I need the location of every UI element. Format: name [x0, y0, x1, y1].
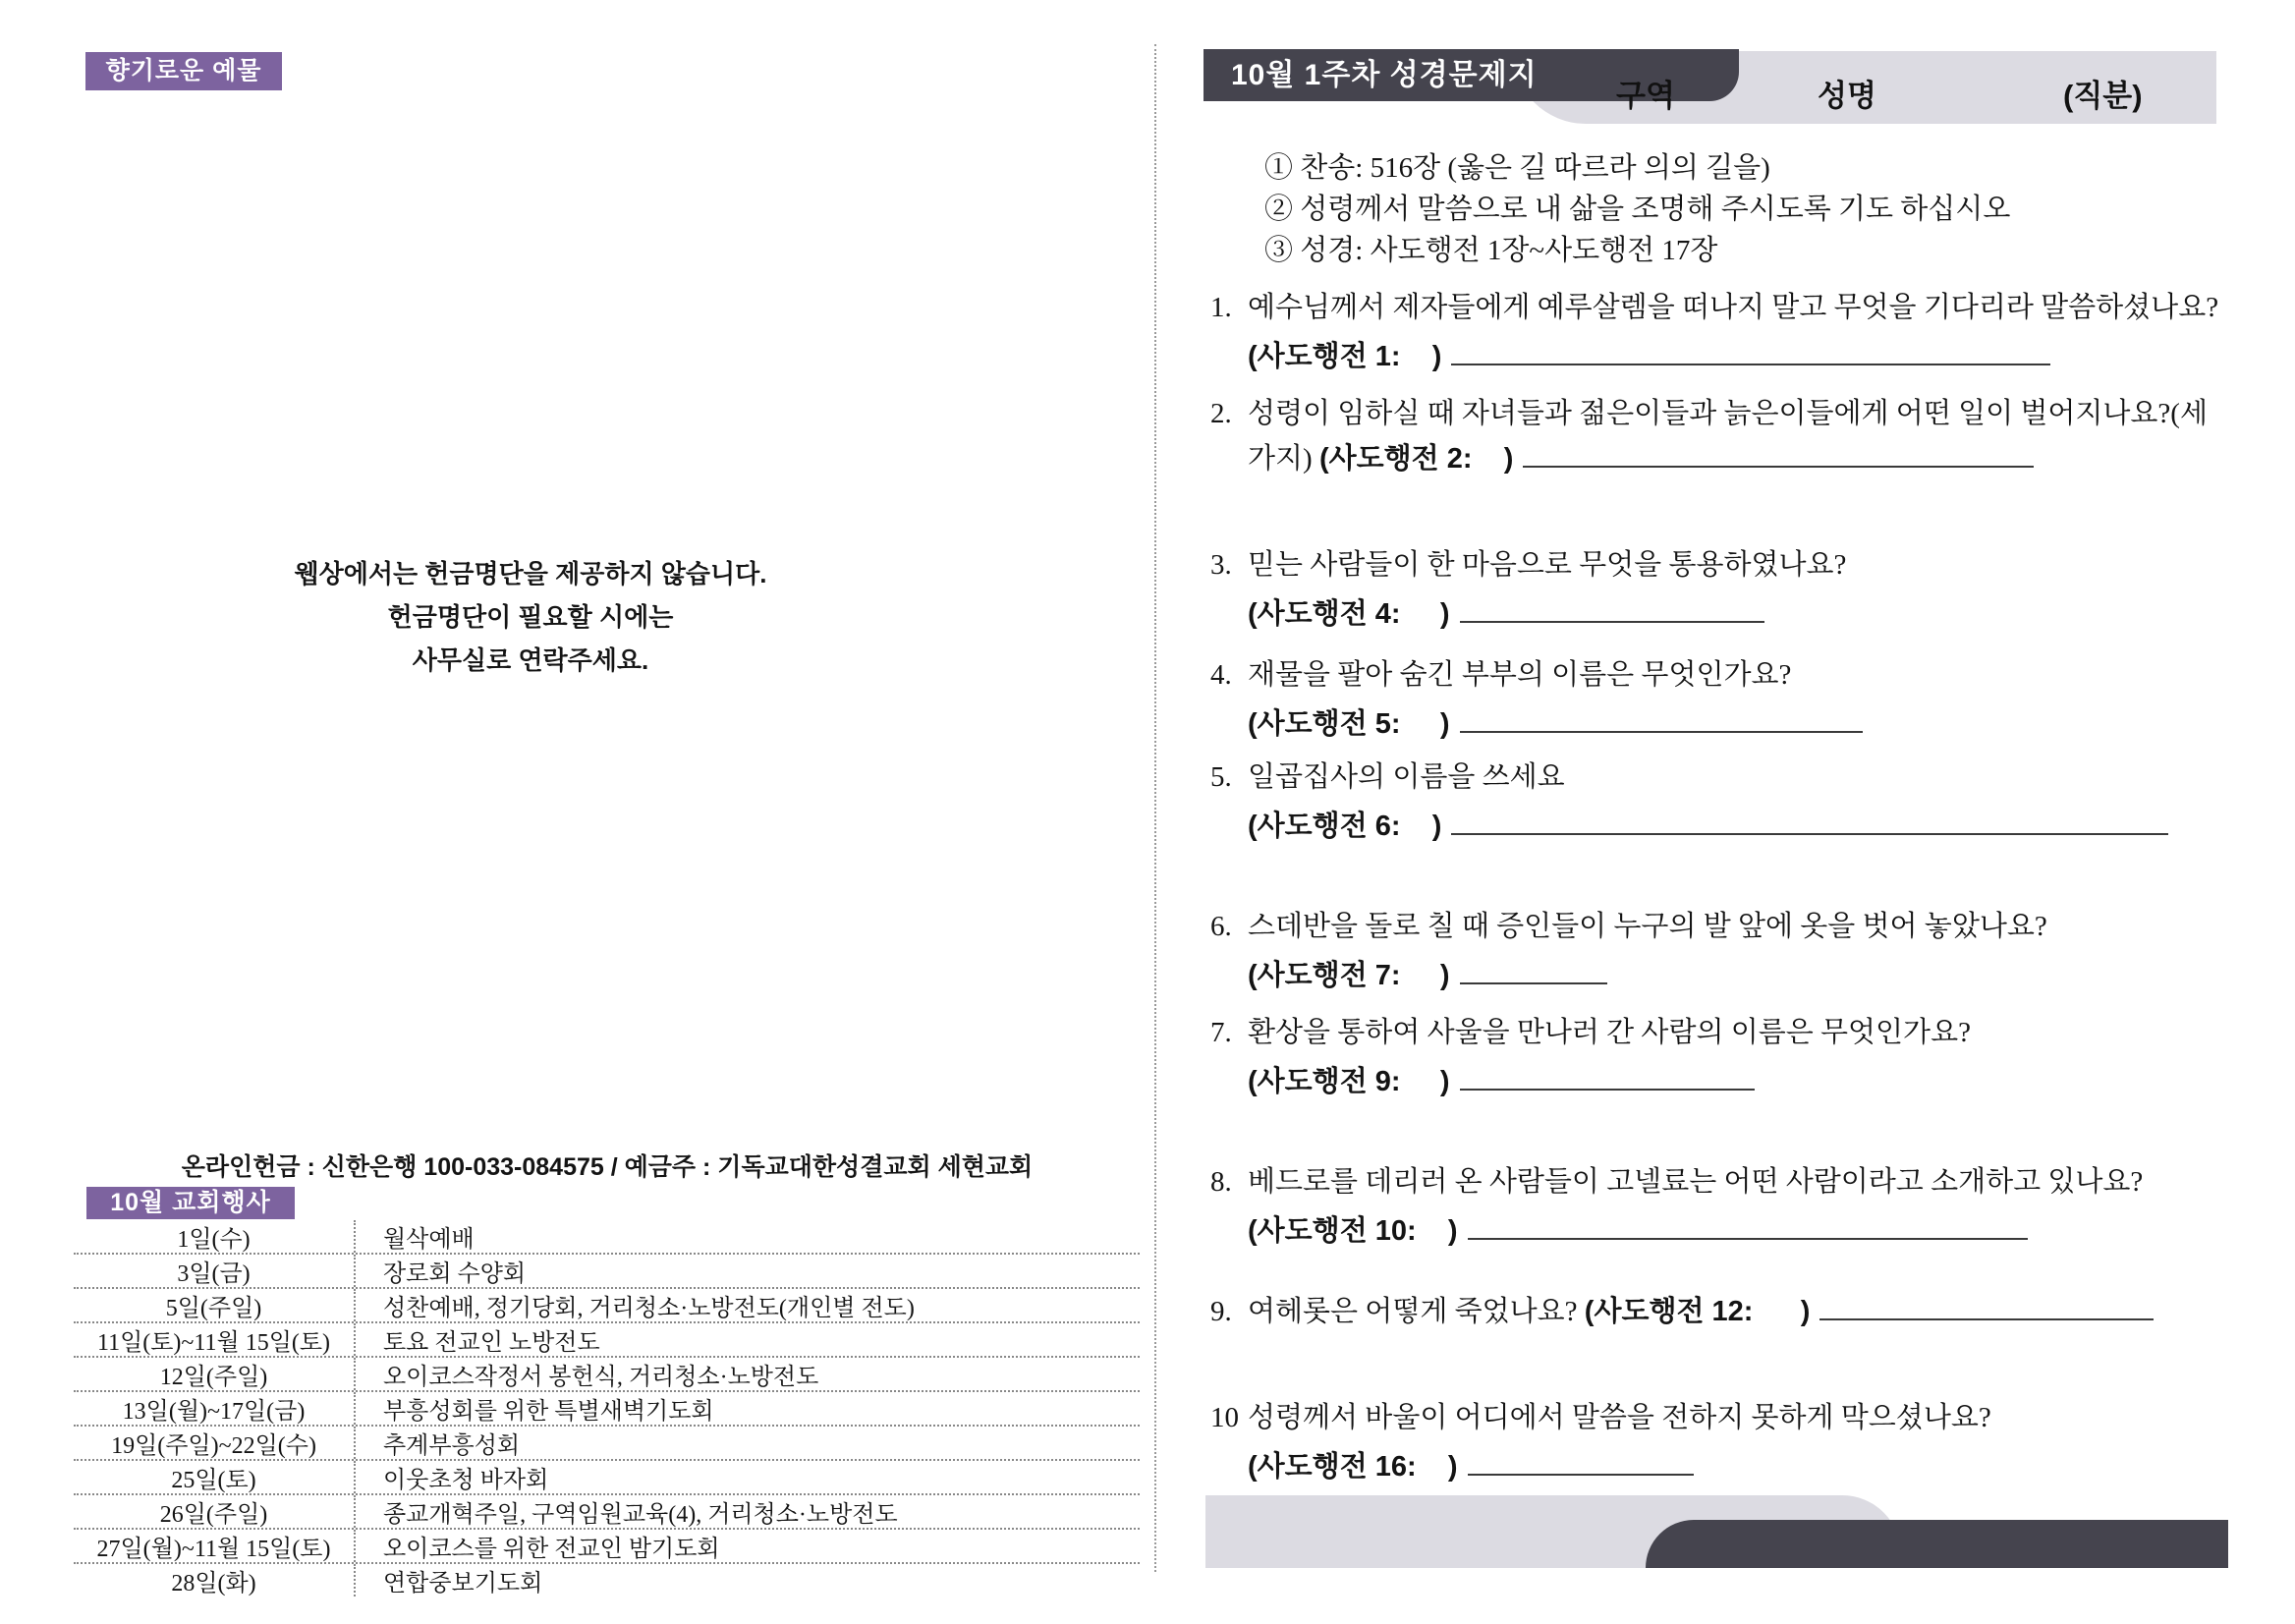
table-row [74, 1220, 1140, 1255]
event-description: 성찬예배, 정기당회, 거리청소·노방전도(개인별 전도) [383, 1296, 915, 1321]
answer-blank [1460, 703, 1863, 733]
question-5 [1210, 755, 2240, 849]
scripture-reference: (사도행전 6: ) [1248, 811, 1442, 842]
question-number: 4. [1210, 659, 1232, 691]
instruction-line-2: ② 성령께서 말씀으로 내 삶을 조명해 주시도록 기도 하십시오 [1264, 194, 2011, 225]
event-description: 종교개혁주일, 구역임원교육(4), 거리청소·노방전도 [383, 1502, 898, 1528]
question-number: 7. [1210, 1017, 1232, 1048]
question-text: 성령께서 바울이 어디에서 말씀을 전하지 못하게 막으셨나요? [1248, 1402, 1991, 1433]
notice-line-3: 사무실로 연락주세요. [412, 645, 649, 675]
question-1 [1210, 285, 2240, 379]
question-number: 6. [1210, 911, 1232, 942]
question-text: 재물을 팔아 숨긴 부부의 이름은 무엇인가요? [1248, 659, 1792, 691]
answer-line [1319, 443, 2034, 475]
answer-line [1585, 1296, 2155, 1327]
scripture-reference: (사도행전 7: ) [1248, 960, 1450, 991]
event-date: 19일(주일)~22일(수) [74, 1427, 356, 1459]
offering-privacy-notice [138, 552, 924, 682]
question-3 [1210, 542, 2240, 637]
table-row [74, 1461, 1140, 1495]
table-row [74, 1530, 1140, 1564]
question-text: 여헤롯은 어떻게 죽었나요? [1248, 1296, 1578, 1327]
question-number: 5. [1210, 761, 1232, 793]
event-description: 연합중보기도회 [383, 1571, 543, 1596]
event-date: 26일(주일) [74, 1495, 356, 1528]
question-6 [1210, 904, 2240, 998]
answer-blank [1460, 1061, 1755, 1091]
table-row [74, 1495, 1140, 1530]
answer-blank [1451, 806, 2168, 835]
event-date: 13일(월)~17일(금) [74, 1392, 356, 1425]
scripture-reference: (사도행전 4: ) [1248, 598, 1450, 630]
question-text: 성령이 임하실 때 자녀들과 젊은이들과 늙은이들에게 어떤 일이 벌어지나요?(세 가지) [1248, 398, 2208, 475]
event-date: 5일(주일) [74, 1289, 356, 1321]
answer-blank [1460, 593, 1764, 623]
instruction-line-1: ① 찬송: 516장 (옳은 길 따르라 의의 길을) [1264, 152, 1770, 184]
event-description: 이웃초청 바자회 [383, 1468, 549, 1493]
answer-blank [1468, 1446, 1694, 1476]
event-date: 25일(토) [74, 1461, 356, 1493]
district-field-label: 구역 [1616, 79, 1675, 113]
scripture-reference: (사도행전 10: ) [1248, 1215, 1458, 1247]
answer-blank [1451, 336, 2050, 365]
table-row [74, 1323, 1140, 1358]
answer-line [1248, 334, 2240, 379]
question-2 [1210, 391, 2240, 481]
event-date: 1일(수) [74, 1220, 356, 1253]
table-row [74, 1564, 1140, 1596]
event-description: 오이코스를 위한 전교인 밤기도회 [383, 1537, 720, 1562]
online-giving-info: 온라인헌금 : 신한은행 100-033-084575 / 예금주 : 기독교대한성결교회 세현교회 [181, 1153, 1034, 1181]
scripture-reference: (사도행전 1: ) [1248, 341, 1442, 372]
question-8 [1210, 1159, 2240, 1254]
footer-dark-bar [1646, 1520, 2228, 1568]
answer-line [1248, 701, 2240, 747]
question-number: 1. [1210, 292, 1232, 323]
name-field-label: 성명 [1818, 79, 1876, 113]
question-4 [1210, 652, 2240, 747]
question-text: 일곱집사의 이름을 쓰세요 [1248, 761, 1565, 793]
event-date: 11일(토)~11월 15일(토) [74, 1323, 356, 1356]
scripture-reference: (사도행전 16: ) [1248, 1451, 1458, 1483]
question-7 [1210, 1010, 2240, 1104]
question-number: 3. [1210, 549, 1232, 581]
answer-line [1248, 591, 2240, 637]
table-row [74, 1255, 1140, 1289]
notice-line-2: 헌금명단이 필요할 시에는 [387, 602, 674, 632]
event-description: 월삭예배 [383, 1227, 475, 1253]
answer-blank [1819, 1291, 2154, 1320]
event-description: 오이코스작정서 봉헌식, 거리청소·노방전도 [383, 1365, 819, 1390]
event-date: 27일(월)~11월 15일(토) [74, 1530, 356, 1562]
event-date: 12일(주일) [74, 1358, 356, 1390]
event-description: 장로회 수양회 [383, 1261, 527, 1287]
church-events-table [74, 1220, 1140, 1596]
notice-line-1: 웹상에서는 헌금명단을 제공하지 않습니다. [294, 559, 767, 588]
scripture-reference: (사도행전 12: ) [1584, 1296, 1811, 1327]
question-text: 스데반을 돌로 칠 때 증인들이 누구의 발 앞에 옷을 벗어 놓았나요? [1248, 911, 2047, 942]
scripture-reference: (사도행전 2: ) [1318, 443, 1514, 475]
answer-line [1248, 1208, 2240, 1254]
scripture-reference: (사도행전 9: ) [1248, 1066, 1450, 1097]
quiz-instructions [1264, 147, 2247, 271]
position-field-label: (직분) [2063, 79, 2143, 113]
table-row [74, 1358, 1140, 1392]
question-number: 2. [1210, 398, 1232, 429]
answer-line [1248, 1444, 2240, 1489]
question-text: 베드로를 데리러 온 사람들이 고넬료는 어떤 사람이라고 소개하고 있나요? [1248, 1166, 2144, 1198]
question-10 [1210, 1395, 2240, 1489]
instruction-line-3: ③ 성경: 사도행전 1장~사도행전 17장 [1264, 235, 1718, 266]
event-description: 추계부흥성회 [383, 1433, 521, 1459]
page-divider-line [1154, 44, 1156, 1572]
answer-line [1248, 953, 2240, 998]
question-number: 9. [1210, 1296, 1232, 1327]
answer-blank [1523, 438, 2034, 468]
table-row [74, 1289, 1140, 1323]
scripture-reference: (사도행전 5: ) [1248, 708, 1450, 740]
question-9 [1210, 1289, 2240, 1334]
event-date: 3일(금) [74, 1255, 356, 1287]
table-row [74, 1392, 1140, 1427]
event-description: 토요 전교인 노방전도 [383, 1330, 600, 1356]
answer-line [1248, 1059, 2240, 1104]
offering-section-badge: 향기로운 예물 [85, 52, 282, 90]
events-section-badge: 10월 교회행사 [86, 1187, 295, 1219]
question-text: 믿는 사람들이 한 마음으로 무엇을 통용하였나요? [1248, 549, 1847, 581]
answer-blank [1460, 955, 1607, 984]
table-row [74, 1427, 1140, 1461]
question-text: 환상을 통하여 사울을 만나러 간 사람의 이름은 무엇인가요? [1248, 1017, 1971, 1048]
question-text: 예수님께서 제자들에게 예루살렘을 떠나지 말고 무엇을 기다리라 말씀하셨나요? [1248, 292, 2219, 323]
answer-line [1248, 804, 2240, 849]
event-description: 부흥성회를 위한 특별새벽기도회 [383, 1399, 714, 1425]
event-date: 28일(화) [74, 1564, 356, 1596]
question-number: 10 [1210, 1402, 1239, 1433]
answer-blank [1468, 1210, 2028, 1240]
quiz-title-badge: 10월 1주차 성경문제지 [1203, 49, 1739, 101]
question-number: 8. [1210, 1166, 1232, 1198]
